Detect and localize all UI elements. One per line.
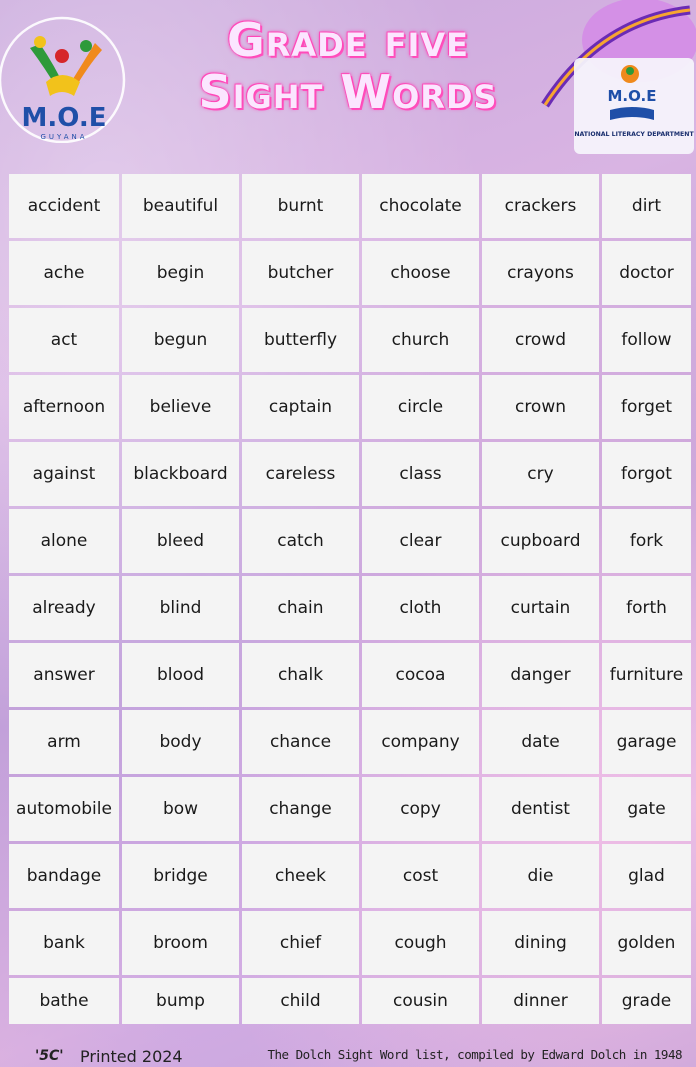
word-cell: bandage [9, 844, 119, 908]
word-cell: cupboard [482, 509, 599, 573]
word-cell: circle [362, 375, 479, 439]
word-cell: dining [482, 911, 599, 975]
word-cell: act [9, 308, 119, 372]
sight-words-table [9, 174, 691, 1022]
right-logo-text: M.O.E [607, 87, 657, 105]
word-cell: chief [242, 911, 359, 975]
word-cell: dinner [482, 978, 599, 1024]
word-cell: butcher [242, 241, 359, 305]
word-cell: captain [242, 375, 359, 439]
word-cell: afternoon [9, 375, 119, 439]
word-cell: crowd [482, 308, 599, 372]
word-cell: danger [482, 643, 599, 707]
word-cell: cloth [362, 576, 479, 640]
word-cell: arm [9, 710, 119, 774]
word-cell: change [242, 777, 359, 841]
word-cell: company [362, 710, 479, 774]
word-cell: fork [602, 509, 691, 573]
title-line-1: Grade five [227, 13, 469, 67]
word-cell: careless [242, 442, 359, 506]
word-cell: already [9, 576, 119, 640]
word-cell: forth [602, 576, 691, 640]
word-cell: answer [9, 643, 119, 707]
word-cell: class [362, 442, 479, 506]
word-cell: cousin [362, 978, 479, 1024]
word-cell: alone [9, 509, 119, 573]
word-cell: ache [9, 241, 119, 305]
title-line-2: Sight Words [198, 65, 498, 119]
word-cell: glad [602, 844, 691, 908]
word-cell: chain [242, 576, 359, 640]
word-cell: golden [602, 911, 691, 975]
word-cell: begin [122, 241, 239, 305]
word-cell: blackboard [122, 442, 239, 506]
word-cell: follow [602, 308, 691, 372]
page-title [150, 14, 546, 118]
word-cell: garage [602, 710, 691, 774]
word-cell: bleed [122, 509, 239, 573]
word-cell: automobile [9, 777, 119, 841]
word-cell: cry [482, 442, 599, 506]
word-cell: cheek [242, 844, 359, 908]
word-cell: cost [362, 844, 479, 908]
word-cell: against [9, 442, 119, 506]
word-cell: doctor [602, 241, 691, 305]
word-cell: dentist [482, 777, 599, 841]
word-cell: blood [122, 643, 239, 707]
word-cell: bow [122, 777, 239, 841]
word-cell: clear [362, 509, 479, 573]
word-cell: dirt [602, 174, 691, 238]
footer-code: '5C' [35, 1048, 64, 1064]
left-logo-subtext: GUYANA [40, 133, 88, 141]
word-cell: chalk [242, 643, 359, 707]
word-cell: gate [602, 777, 691, 841]
word-cell: crayons [482, 241, 599, 305]
word-cell: broom [122, 911, 239, 975]
word-cell: butterfly [242, 308, 359, 372]
word-cell: bridge [122, 844, 239, 908]
word-cell: forget [602, 375, 691, 439]
word-cell: bump [122, 978, 239, 1024]
word-cell: child [242, 978, 359, 1024]
word-cell: begun [122, 308, 239, 372]
word-cell: believe [122, 375, 239, 439]
word-cell: date [482, 710, 599, 774]
word-cell: forgot [602, 442, 691, 506]
word-cell: crackers [482, 174, 599, 238]
word-cell: chocolate [362, 174, 479, 238]
word-cell: cocoa [362, 643, 479, 707]
word-cell: church [362, 308, 479, 372]
word-cell: die [482, 844, 599, 908]
footer-printed: Printed 2024 [80, 1047, 183, 1066]
word-cell: crown [482, 375, 599, 439]
word-cell: grade [602, 978, 691, 1024]
word-cell: beautiful [122, 174, 239, 238]
left-logo-text: M.O.E [21, 103, 107, 133]
word-cell: body [122, 710, 239, 774]
page-header [0, 0, 696, 170]
word-cell: accident [9, 174, 119, 238]
word-cell: catch [242, 509, 359, 573]
word-cell: burnt [242, 174, 359, 238]
word-cell: chance [242, 710, 359, 774]
right-logo-caption: NATIONAL LITERACY DEPARTMENT [574, 131, 694, 138]
word-cell: blind [122, 576, 239, 640]
word-cell: choose [362, 241, 479, 305]
national-literacy-department-logo [540, 0, 696, 160]
word-cell: furniture [602, 643, 691, 707]
word-cell: curtain [482, 576, 599, 640]
word-cell: bathe [9, 978, 119, 1024]
word-cell: cough [362, 911, 479, 975]
footer-credit: The Dolch Sight Word list, compiled by Edward Dolch in 1948 [267, 1047, 682, 1062]
word-cell: bank [9, 911, 119, 975]
ministry-of-education-logo [0, 8, 130, 143]
word-cell: copy [362, 777, 479, 841]
